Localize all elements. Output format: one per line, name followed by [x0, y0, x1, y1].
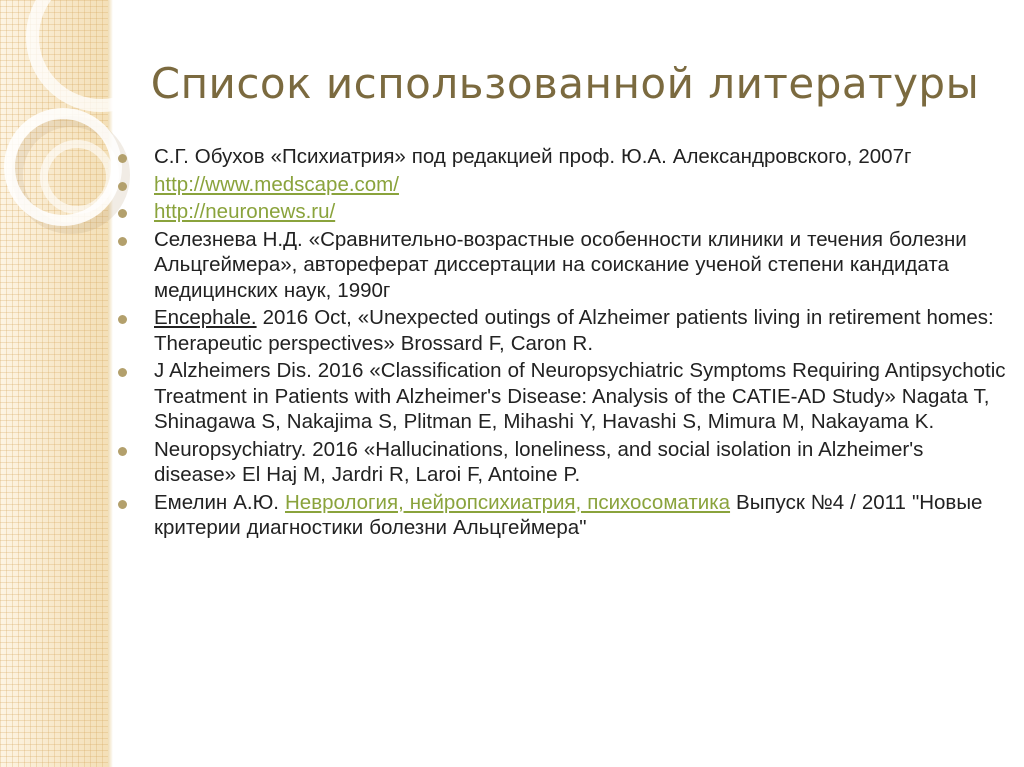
reference-link[interactable]: http://www.medscape.com/ [154, 172, 399, 196]
reference-list [118, 144, 1010, 543]
list-item [118, 490, 1010, 541]
bullet-dot-icon [118, 144, 154, 163]
reference-link[interactable]: Неврология, нейропсихиатрия, психосоматика [285, 490, 731, 514]
list-item [118, 172, 1010, 198]
bullet-dot-icon [118, 358, 154, 377]
reference-link[interactable]: http://neuronews.ru/ [154, 200, 336, 223]
reference-segment: J Alzheimers Dis. 2016 «Classification of Neuropsychiatric Symptoms Requiring Antipsychotic Treatment in Patients with Alzheimer's Disease: Analysis of the CATIE-AD Study» Nagata T, Shinagawa S, Nakajima S, Plitman E, Mihashi Y, Havashi S, Mimura M, Nakayama K. [154, 359, 1006, 433]
reference-segment: Neuropsychiatry. 2016 «Hallucinations, loneliness, and social isolation in Alzheimer's disease» El Haj M, Jardri R, Laroi F, Antoine P. [154, 437, 924, 486]
list-item [118, 437, 1010, 488]
reference-text [154, 437, 1010, 488]
reference-text [154, 227, 1010, 304]
list-item [118, 227, 1010, 304]
reference-text [154, 490, 1010, 541]
slide-title: Список использованной литературы [150, 59, 980, 108]
decorative-band-edge [108, 0, 113, 767]
bullet-dot-icon [118, 227, 154, 246]
list-item [118, 144, 1010, 170]
decorative-ring-inner-icon [40, 140, 114, 214]
bullet-dot-icon [118, 305, 154, 324]
reference-text [154, 305, 1010, 356]
bullet-dot-icon [118, 172, 154, 191]
reference-segment: 2016 Oct, «Unexpected outings of Alzheimer patients living in retirement homes: Therapeutic perspectives» Brossard F, Caron R. [154, 306, 994, 355]
reference-text [154, 144, 1010, 170]
reference-segment: Селезнева Н.Д. «Сравнительно-возрастные особенности клиники и течения болезни Альцгеймера», автореферат диссертации на соискание ученой степени кандидата медицинских наук, 1990г [154, 227, 967, 302]
bullet-dot-icon [118, 199, 154, 218]
reference-segment: Емелин А.Ю. [154, 490, 285, 514]
list-item [118, 358, 1010, 435]
reference-segment: Выпуск №4 / 2011 "Новые критерии диагностики болезни Альцгеймера" [154, 490, 983, 539]
bullet-dot-icon [118, 437, 154, 456]
list-item [118, 199, 1010, 225]
list-item [118, 305, 1010, 356]
reference-emphasis: Encephale. [154, 306, 257, 329]
bullet-dot-icon [118, 490, 154, 509]
reference-segment: С.Г. Обухов «Психиатрия» под редакцией проф. Ю.А. Александровского, 2007г [154, 145, 912, 168]
reference-text [154, 172, 1010, 198]
reference-text [154, 358, 1010, 435]
reference-text [154, 199, 1010, 225]
